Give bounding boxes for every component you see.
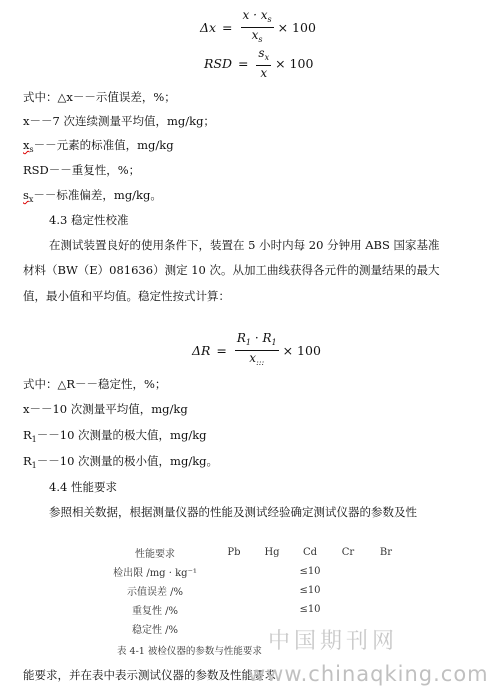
definition-line: RSD－－重复性，%； (23, 163, 141, 177)
table-caption: 表 4-1 被检仪器的参数与性能要求 (117, 646, 262, 657)
section-heading: 4.3 稳定性校准 (49, 213, 129, 227)
table-header-cell: Br (379, 547, 393, 558)
table-cell: 稳定性 /% (131, 625, 179, 636)
table-cell: ≤10 (299, 566, 321, 577)
where-clause: 式中：△x－－示值误差，%； (23, 90, 176, 104)
table-cell (329, 562, 367, 581)
table-cell: ≤10 (299, 585, 321, 596)
table-cell (253, 581, 291, 600)
definition-line: x－－10 次测量平均值，mg/kg (23, 402, 188, 416)
fraction: $\frac{s_x}{x}$ (258, 46, 270, 80)
table-cell (367, 562, 405, 581)
table-header-cell: 性能要求 (135, 549, 175, 560)
table-cell: 检出限 /mg · kg⁻¹ (113, 568, 197, 579)
definition-line: x－－7 次连续测量平均值，mg/kg； (23, 114, 215, 128)
table-cell: ≤10 (299, 604, 321, 615)
formula-tail: × 100 (275, 55, 314, 71)
table-cell (367, 581, 405, 600)
watermark-logo: 中国期刊网 (268, 629, 399, 654)
formula-lhs: ΔR (192, 343, 211, 358)
table-row (95, 562, 405, 581)
table-cell (253, 562, 291, 581)
table-header-cell: Pb (227, 547, 241, 558)
table-header-cell: Cd (302, 547, 318, 558)
table-cell: 示值误差 /% (126, 587, 184, 598)
table-cell: 重复性 /% (131, 606, 179, 617)
formula-lhs: RSD (204, 55, 232, 71)
formula-rsd: RSD = $\frac{s_x}{x}$ × 100 (204, 46, 314, 80)
table-header-cell: Cr (341, 547, 355, 558)
table-cell (329, 581, 367, 600)
table-cell (253, 600, 291, 619)
definition-line: $x_s--$元素的标准值，mg/kg (23, 138, 174, 154)
table-row (95, 600, 405, 619)
table-row (95, 581, 405, 600)
watermark-url: www.chinaqking.com (248, 662, 489, 686)
formula-tail: × 100 (282, 343, 321, 358)
table-cell (215, 600, 253, 619)
definition-line: $s_x--$标准偏差，mg/kg。 (23, 188, 162, 204)
table-cell (215, 562, 253, 581)
formula-lhs: Δx (200, 20, 217, 35)
paragraph-line: 在测试装置良好的使用条件下，装置在 5 小时内每 20 分钟用 ABS 国家基准 (49, 238, 440, 252)
formula-stability: ΔR = $\frac{R_1 \cdot R_1}{x_{:::}}$ × 100 (192, 331, 321, 370)
definition-line: $R_1--10$ 次测量的极大值，mg/kg (23, 428, 207, 444)
paragraph-line: 材料（BW（E）081636）测定 10 次。从加工曲线获得各元件的测量结果的最大 (23, 263, 440, 277)
table-header-row (95, 543, 405, 562)
table-cell (329, 600, 367, 619)
formula-tail: × 100 (277, 20, 316, 35)
table-cell (215, 581, 253, 600)
paragraph-line: 能要求，并在表中表示测试仪器的参数及性能要求 (23, 668, 276, 682)
table-header-cell: Hg (264, 547, 280, 558)
where-clause: 式中：△R－－稳定性，%； (23, 377, 167, 391)
table-cell (367, 600, 405, 619)
fraction: $\frac{x \cdot x_s}{x_s}$ (242, 8, 272, 44)
fraction: $\frac{R_1 \cdot R_1}{x_{:::}}$ (236, 331, 277, 367)
paragraph-line: 参照相关数据，根据测量仪器的性能及测试经验确定测试仪器的参数及性 (49, 505, 417, 519)
section-heading: 4.4 性能要求 (49, 480, 117, 494)
formula-error: Δx = $\frac{x \cdot x_s}{x_s}$ × 100 (200, 8, 316, 47)
table-cell (215, 619, 253, 638)
paragraph-line: 值，最小值和平均值。稳定性按式计算： (23, 289, 230, 303)
definition-line: $R_1--10$ 次测量的极小值，mg/kg。 (23, 454, 219, 470)
